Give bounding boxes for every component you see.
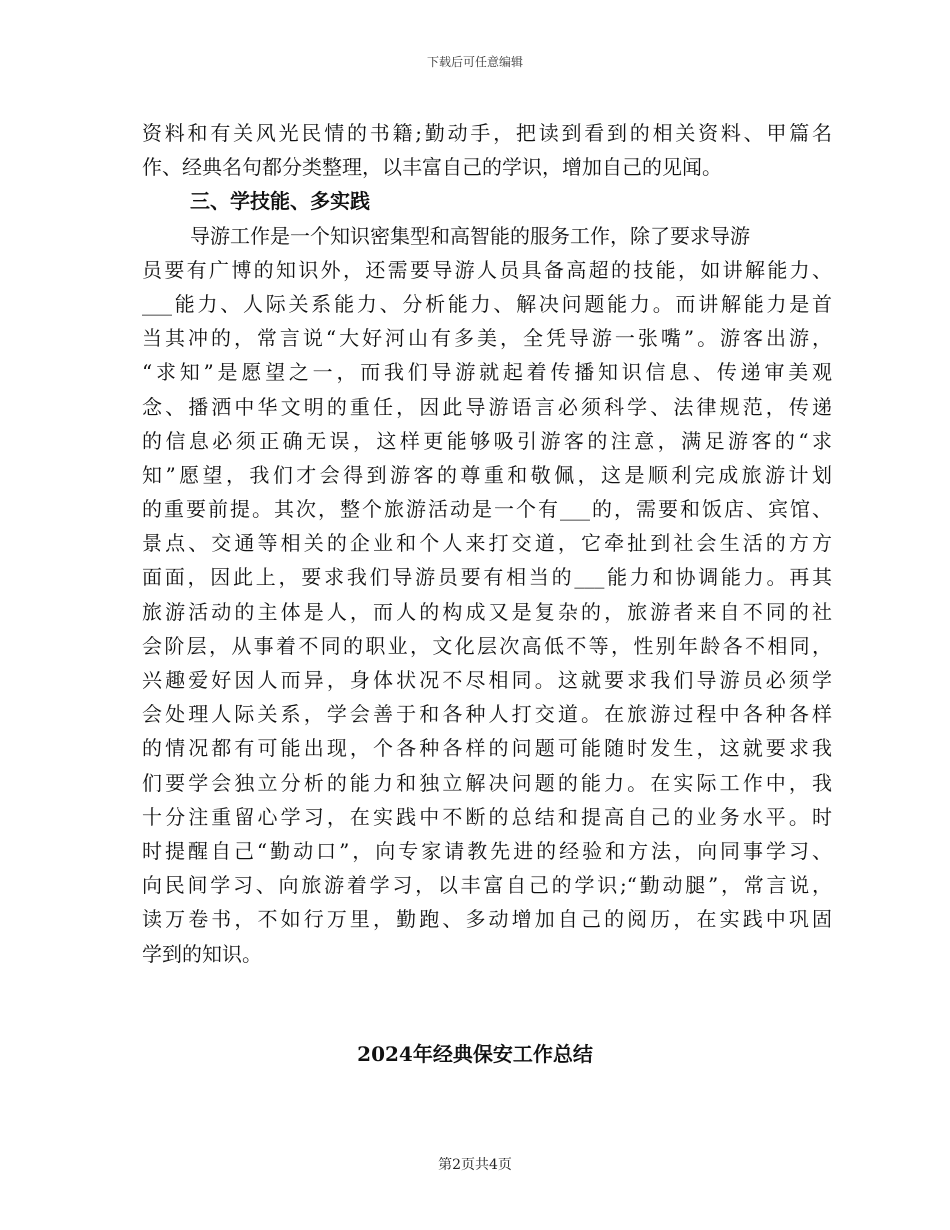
- section-heading: 三、学技能、多实践: [190, 189, 370, 214]
- body-line: 导游工作是一个知识密集型和高智能的服务工作，除了要求导游: [190, 223, 750, 248]
- body-line: 作、经典名句都分类整理，以丰富自己的学识，增加自己的见闻。: [142, 155, 722, 180]
- body-line: 学到的知识。: [142, 941, 262, 966]
- body-line: ___能力、人际关系能力、分析能力、解决问题能力。而讲解能力是首: [142, 291, 832, 316]
- body-line: 旅游活动的主体是人，而人的构成又是复杂的，旅游者来自不同的社: [142, 599, 832, 624]
- body-line: 会处理人际关系，学会善于和各种人打交道。在旅游过程中各种各样: [142, 702, 832, 727]
- body-line: 们要学会独立分析的能力和独立解决问题的能力。在实际工作中，我: [142, 770, 832, 795]
- body-line: 时提醒自己“勤动口”，向专家请教先进的经验和方法，向同事学习、: [142, 838, 832, 863]
- body-line: 知”愿望，我们才会得到游客的尊重和敬佩，这是顺利完成旅游计划: [142, 462, 832, 487]
- body-line: 十分注重留心学习，在实践中不断的总结和提高自己的业务水平。时: [142, 804, 832, 829]
- page-footer: 第2页共4页: [438, 1157, 512, 1173]
- body-line: 念、播洒中华文明的重任，因此导游语言必须科学、法律规范，传递: [142, 394, 832, 419]
- body-line: “求知”是愿望之一，而我们导游就起着传播知识信息、传递审美观: [142, 360, 832, 385]
- body-line: 兴趣爱好因人而异，身体状况不尽相同。这就要求我们导游员必须学: [142, 668, 832, 692]
- body-line: 的重要前提。其次，整个旅游活动是一个有___的，需要和饭店、宾馆、: [142, 497, 832, 522]
- body-line: 资料和有关风光民情的书籍;勤动手，把读到看到的相关资料、甲篇名: [142, 121, 832, 145]
- body-line: 的信息必须正确无误，这样更能够吸引游客的注意，满足游客的“求: [142, 428, 832, 453]
- page-header: 下载后可任意编辑: [426, 55, 523, 69]
- body-line: 员要有广博的知识外，还需要导游人员具备高超的技能，如讲解能力、: [142, 257, 832, 282]
- body-line: 当其冲的，常言说“大好河山有多美，全凭导游一张嘴”。游客出游，: [142, 326, 832, 351]
- body-line: 面面，因此上，要求我们导游员要有相当的___能力和协调能力。再其: [142, 565, 832, 590]
- document-body: [142, 116, 832, 971]
- next-section-title: 2024年经典保安工作总结: [357, 1042, 593, 1066]
- body-line: 读万卷书，不如行万里，勤跑、多动增加自己的阅历，在实践中巩固: [142, 907, 832, 932]
- body-line: 会阶层，从事着不同的职业，文化层次高低不等，性别年龄各不相同，: [142, 633, 832, 658]
- body-line: 景点、交通等相关的企业和个人来打交道，它牵扯到社会生活的方方: [142, 531, 832, 556]
- body-line: 的情况都有可能出现，个各种各样的问题可能随时发生，这就要求我: [142, 736, 832, 761]
- body-line: 向民间学习、向旅游着学习，以丰富自己的学识;“勤动腿”，常言说，: [142, 873, 832, 898]
